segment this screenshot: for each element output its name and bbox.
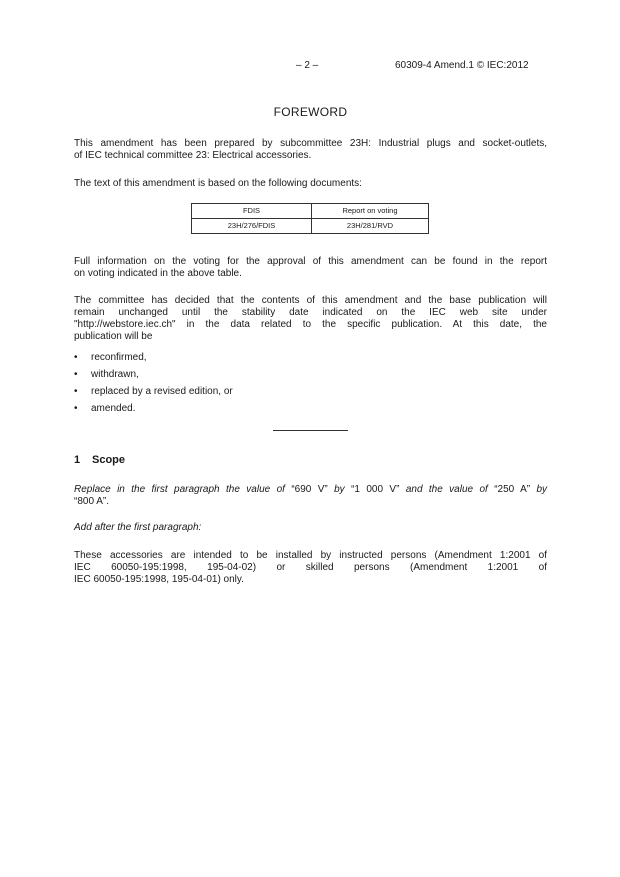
table-row: [192, 219, 429, 234]
document-reference: 60309-4 Amend.1 © IEC:2012: [395, 60, 529, 71]
foreword-title: FOREWORD: [273, 105, 348, 119]
replace-instruction: [74, 484, 547, 496]
list-item-text: replaced by a revised edition, or: [91, 386, 233, 397]
section-divider: [273, 430, 348, 431]
committee-line-1: The committee has decided that the contents of this amendment and the base publication will: [74, 295, 547, 306]
based-on-text: The text of this amendment is based on the following documents:: [74, 178, 362, 189]
intro-line-1: This amendment has been prepared by subcommittee 23H: Industrial plugs and socket-outlets,: [74, 138, 547, 149]
committee-line-3: "http://webstore.iec.ch" in the data related to the specific publication. At this date, the: [74, 319, 547, 330]
list-item: [74, 352, 233, 369]
bullet-list: [74, 352, 233, 420]
table-cell-fdis: 23H/276/FDIS: [192, 219, 312, 234]
replace-value-2: “1 000 V”: [351, 484, 400, 495]
bullet-icon: •: [74, 352, 78, 363]
replace-value-4: “800 A”.: [74, 496, 110, 507]
replace-value-1: “690 V”: [291, 484, 328, 495]
replace-text-4: by: [536, 484, 548, 495]
list-item-text: withdrawn,: [91, 369, 139, 380]
add-after-instruction: Add after the first paragraph:: [74, 522, 202, 533]
replace-text-1: Replace in the first paragraph the value of: [74, 484, 285, 495]
page-number: – 2 –: [296, 60, 319, 71]
bullet-icon: •: [74, 386, 78, 397]
section-heading-scope: [74, 454, 125, 466]
table-header-report: Report on voting: [312, 204, 429, 219]
scope-text-line-3: IEC 60050-195:1998, 195-04-01) only.: [74, 574, 244, 585]
list-item-text: amended.: [91, 403, 136, 414]
voting-line-1: Full information on the voting for the approval of this amendment can be found in the report: [74, 256, 547, 267]
list-item: [74, 403, 233, 420]
section-title: Scope: [92, 454, 126, 466]
replace-text-3: and the value of: [405, 484, 488, 495]
voting-line-2: on voting indicated in the above table.: [74, 268, 242, 279]
replace-value-3: “250 A”: [494, 484, 531, 495]
documents-table: [191, 203, 429, 234]
table-header-row: [192, 204, 429, 219]
committee-line-2: remain unchanged until the stability date indicated on the IEC web site under: [74, 307, 547, 318]
bullet-icon: •: [74, 403, 78, 414]
list-item-text: reconfirmed,: [91, 352, 147, 363]
scope-text-line-1: These accessories are intended to be installed by instructed persons (Amendment 1:2001 of: [74, 550, 547, 561]
list-item: [74, 386, 233, 403]
scope-text-line-2: IEC 60050-195:1998, 195-04-02) or skilled persons (Amendment 1:2001 of: [74, 562, 547, 573]
committee-line-4: publication will be: [74, 331, 153, 342]
table-header-fdis: FDIS: [192, 204, 312, 219]
section-number: 1: [74, 454, 81, 466]
replace-text-2: by: [334, 484, 345, 495]
bullet-icon: •: [74, 369, 78, 380]
intro-line-2: of IEC technical committee 23: Electrical accessories.: [74, 150, 312, 161]
list-item: [74, 369, 233, 386]
table-cell-rvd: 23H/281/RVD: [312, 219, 429, 234]
